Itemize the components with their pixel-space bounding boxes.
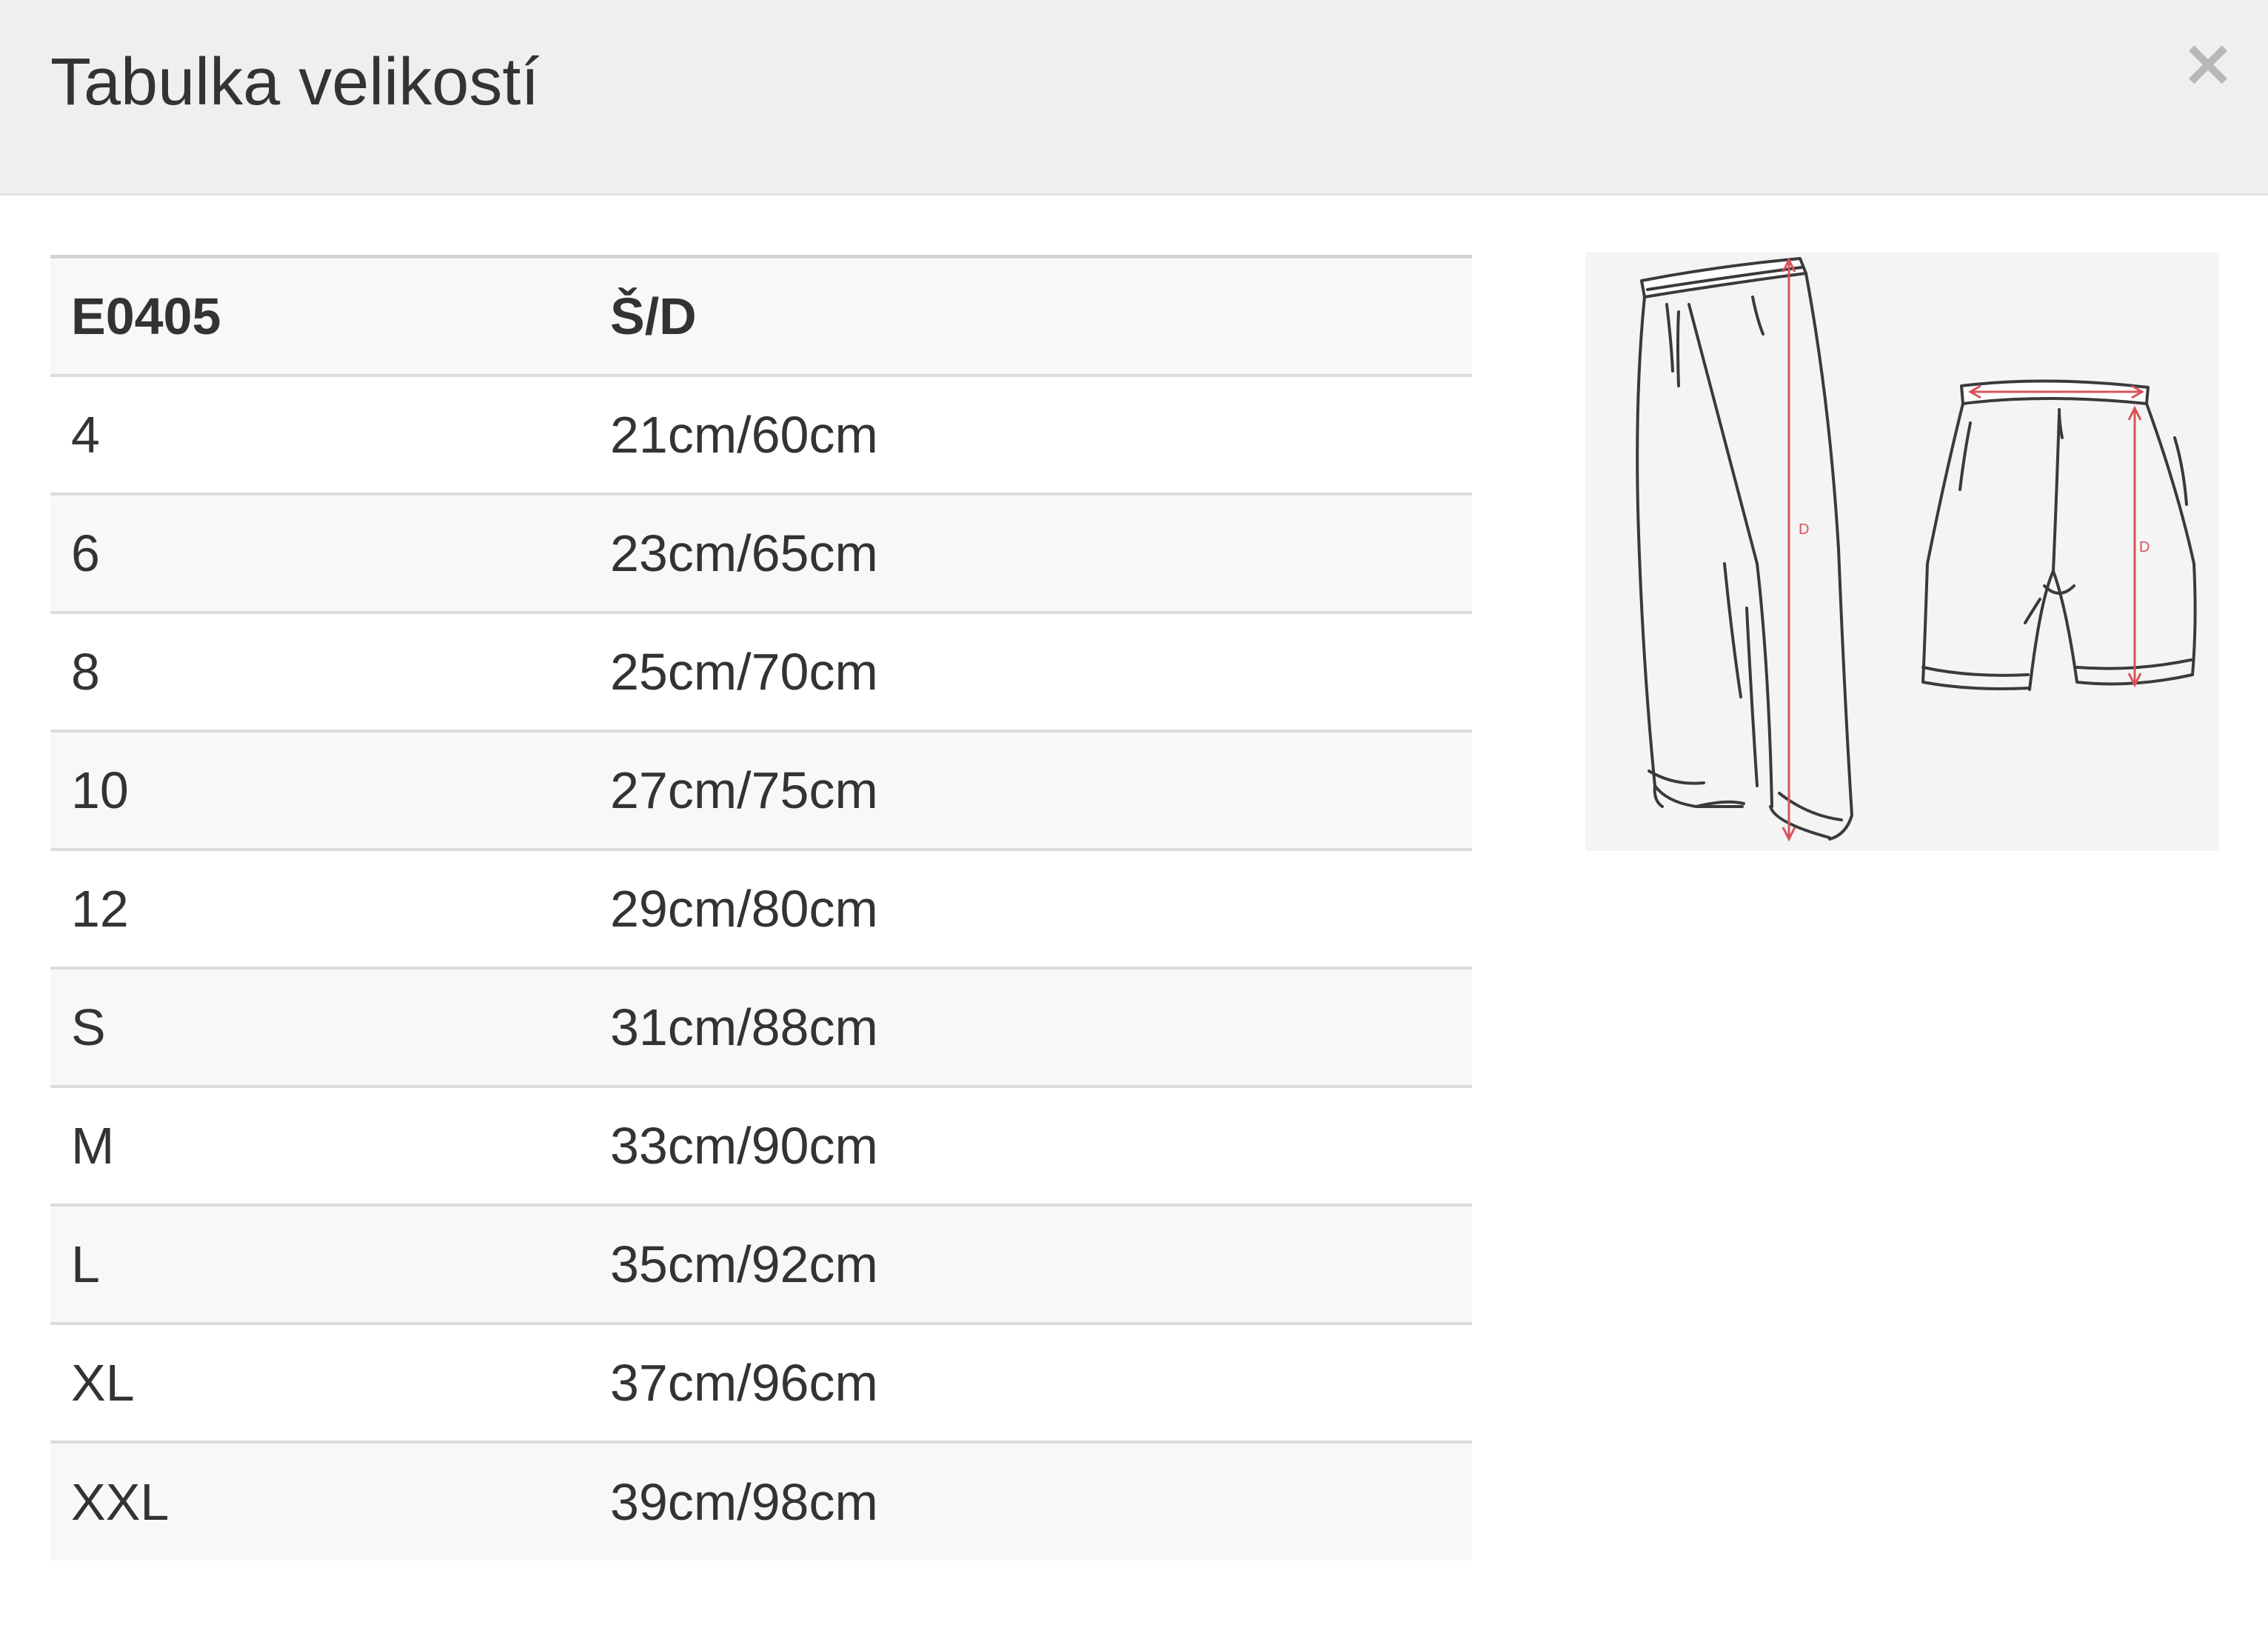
modal-header (0, 0, 2268, 196)
table-row (50, 1087, 1472, 1205)
dimension-cell: 21cm/60cm (589, 376, 1472, 494)
measurement-illustration (1585, 253, 2219, 851)
table-row (50, 1324, 1472, 1442)
shorts-sketch-icon (1923, 381, 2195, 690)
size-table-body (50, 376, 1472, 1561)
size-cell: M (50, 1087, 589, 1205)
table-row (50, 1205, 1472, 1324)
dimension-cell: 27cm/75cm (589, 731, 1472, 850)
size-cell: 8 (50, 613, 589, 731)
size-table (50, 255, 1472, 1561)
trousers-measure-label: D (1799, 521, 1810, 538)
table-row (50, 968, 1472, 1087)
size-cell: 12 (50, 850, 589, 968)
table-row (50, 376, 1472, 494)
size-cell: S (50, 968, 589, 1087)
table-row (50, 850, 1472, 968)
table-header-row (50, 257, 1472, 376)
size-cell: XXL (50, 1442, 589, 1561)
dimension-cell: 33cm/90cm (589, 1087, 1472, 1205)
size-cell: 6 (50, 494, 589, 613)
trousers-sketch-icon (1637, 258, 1852, 839)
dimension-cell: 37cm/96cm (589, 1324, 1472, 1442)
table-row (50, 731, 1472, 850)
size-cell: 10 (50, 731, 589, 850)
column-header-model: E0405 (50, 257, 589, 376)
dimension-cell: 25cm/70cm (589, 613, 1472, 731)
size-table-head (50, 257, 1472, 376)
dimension-cell: 29cm/80cm (589, 850, 1472, 968)
column-header-dimensions: Š/D (589, 257, 1472, 376)
trousers-length-measure (1783, 260, 1809, 839)
modal-title: Tabulka velikostí (50, 45, 540, 119)
size-cell: 4 (50, 376, 589, 494)
dimension-cell: 35cm/92cm (589, 1205, 1472, 1324)
size-cell: XL (50, 1324, 589, 1442)
shorts-measure-label: D (2139, 539, 2150, 555)
table-row (50, 494, 1472, 613)
dimension-cell: 23cm/65cm (589, 494, 1472, 613)
dimension-cell: 39cm/98cm (589, 1442, 1472, 1561)
table-row (50, 1442, 1472, 1561)
size-cell: L (50, 1205, 589, 1324)
dimension-cell: 31cm/88cm (589, 968, 1472, 1087)
close-button[interactable]: × (2181, 24, 2235, 101)
table-row (50, 613, 1472, 731)
garment-sketch (1585, 253, 2219, 851)
